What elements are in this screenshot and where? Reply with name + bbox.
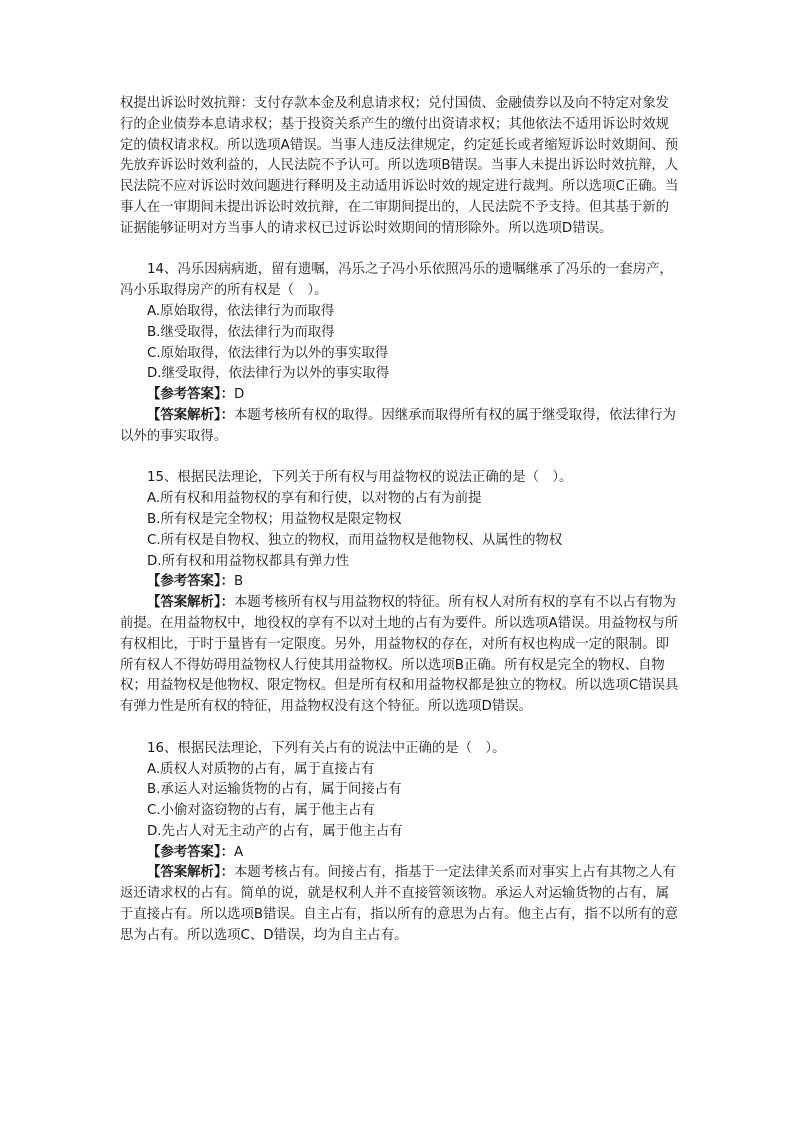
answer-explanation	[120, 593, 680, 718]
option-b: B.继受取得，依法律行为而取得	[147, 324, 335, 340]
answer-value: B	[234, 574, 244, 590]
option-c: C.小偷对盗窃物的占有，属于他主占有	[147, 803, 375, 819]
option-c: C.所有权是自物权、独立的物权，而用益物权是他物权、从属性的物权	[147, 532, 563, 548]
answer-label: 【参考答案】：	[147, 387, 235, 403]
answer-value: A	[234, 844, 244, 860]
question-title: 14、冯乐因病病逝，留有遗嘱，冯乐之子冯小乐依照冯乐的遗嘱继承了冯乐的一套房产，冯小乐取得房产的所有权是（ ）。	[120, 262, 673, 299]
answer-value: D	[234, 387, 245, 403]
option-a: A.原始取得，依法律行为而取得	[147, 303, 335, 319]
explanation-label: 【答案解析】：	[147, 407, 235, 423]
intro-paragraph: 权提出诉讼时效抗辩：支付存款本金及利息请求权；兑付国债、金融债券以及向不特定对象发行的企业债券本息请求权；基于投资关系产生的缴付出资请求权；其他依法不适用诉讼时效规定的债权请求权。所以选项A错误。当事人违反法律规定，约定延长或者缩短诉讼时效期间、预先放弃诉讼时效利益的，人民法院不予认可。所以选项B错误。当事人未提出诉讼时效抗辩，人民法院不应对诉讼时效问题进行释明及主动适用诉讼时效的规定进行裁判。所以选项C正确。当事人在一审期间未提出诉讼时效抗辩，在二审期间提出的，人民法院不予支持。但其基于新的证据能够证明对方当事人的请求权已过诉讼时效期间的情形除外。所以选项D错误。	[120, 96, 679, 236]
answer-explanation	[120, 863, 680, 946]
reference-answer	[120, 843, 680, 864]
explanation-text: 本题考核占有。间接占有，指基于一定法律关系而对事实上占有其物之人有返还请求权的占有。简单的说，就是权利人并不直接管领该物。承运人对运输货物的占有，属于直接占有。所以选项B错误。自主占有，指以所有的意思为占有。他主占有，指不以所有的意思为占有。所以选项C、D错误，均为自主占有。	[120, 865, 679, 943]
reference-answer	[120, 385, 680, 406]
explanation-text: 本题考核所有权与用益物权的特征。所有权人对所有权的享有不以占有物为前提。在用益物权中，地役权的享有不以对土地的占有为要件。所以选项A错误。用益物权与所有权相比，于时于量皆有一定限度。另外，用益物权的存在，对所有权也构成一定的限制。即所有权人不得妨碍用益物权人行使其用益物权。所以选项B正确。所有权是完全的物权、自物权；用益物权是他物权、限定物权。但是所有权和用益物权都是独立的物权。所以选项C错误具有弹力性是所有权的特征，用益物权没有这个特征。所以选项D错误。	[120, 595, 679, 715]
option-b: B.所有权是完全物权；用益物权是限定物权	[147, 511, 402, 527]
question-15	[120, 468, 680, 718]
option-a: A.所有权和用益物权的享有和行使，以对物的占有为前提	[147, 491, 482, 507]
question-title: 16、根据民法理论，下列有关占有的说法中正确的是（ ）。	[147, 740, 506, 756]
option-d: D.所有权和用益物权都具有弹力性	[147, 553, 350, 569]
answer-explanation	[120, 406, 680, 448]
option-d: D.先占人对无主动产的占有，属于他主占有	[147, 823, 403, 839]
option-b: B.承运人对运输货物的占有，属于间接占有	[147, 782, 402, 798]
answer-label: 【参考答案】：	[147, 574, 235, 590]
option-d: D.继受取得，依法律行为以外的事实取得	[147, 366, 390, 382]
option-a: A.质权人对质物的占有，属于直接占有	[147, 761, 375, 777]
question-16	[120, 739, 680, 947]
explanation-label: 【答案解析】：	[147, 865, 235, 881]
question-14	[120, 260, 680, 447]
reference-answer	[120, 572, 680, 593]
option-c: C.原始取得，依法律行为以外的事实取得	[147, 345, 389, 361]
answer-label: 【参考答案】：	[147, 844, 235, 860]
explanation-label: 【答案解析】：	[147, 595, 235, 611]
question-title: 15、根据民法理论，下列关于所有权与用益物权的说法正确的是（ ）。	[147, 470, 573, 486]
document-body	[120, 94, 680, 947]
explanation-text: 本题考核所有权的取得。因继承而取得所有权的属于继受取得，依法律行为以外的事实取得。	[120, 407, 676, 444]
